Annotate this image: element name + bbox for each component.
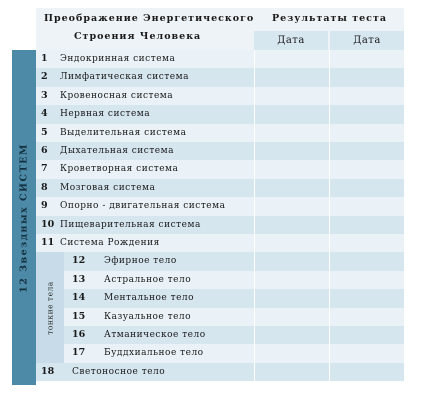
- row-system-name: Лимфатическая система: [60, 72, 189, 83]
- date-column-divider: [329, 308, 330, 326]
- row-number: 3: [41, 89, 48, 101]
- date-column-divider: [254, 105, 255, 123]
- date-column-divider: [329, 105, 330, 123]
- date-column-divider: [329, 363, 330, 381]
- table-row: [64, 344, 404, 362]
- row-system-name: Мозговая система: [60, 182, 156, 193]
- row-number: 17: [72, 347, 86, 359]
- row-number: 2: [41, 71, 48, 83]
- table-row: [36, 105, 404, 123]
- date-column-divider: [254, 142, 255, 160]
- date-column-divider: [329, 68, 330, 86]
- date-column-divider: [329, 87, 330, 105]
- row-system-name: Буддхиальное тело: [104, 348, 204, 359]
- row-number: 14: [72, 292, 86, 304]
- row-system-name: Нервная система: [60, 109, 151, 120]
- date-column-divider: [329, 326, 330, 344]
- date-column-divider: [329, 271, 330, 289]
- table-row: [36, 124, 404, 142]
- row-system-name: Дыхательная система: [60, 146, 174, 156]
- date-column-divider: [254, 50, 255, 68]
- row-number: 12: [72, 255, 86, 267]
- row-number: 1: [41, 53, 48, 64]
- date-column-divider: [329, 124, 330, 142]
- row-system-name: Казуальное тело: [104, 311, 192, 322]
- row-number: 13: [72, 273, 86, 285]
- date-column-divider: [329, 289, 330, 307]
- row-number: 18: [41, 365, 55, 377]
- table-row: [36, 234, 404, 252]
- date-column-divider: [254, 271, 255, 289]
- date-column-divider: [329, 142, 330, 160]
- table-row: [36, 197, 404, 215]
- row-number: 4: [41, 108, 48, 120]
- row-system-name: Опорно - двигательная система: [60, 201, 226, 212]
- row-number: 11: [41, 237, 55, 248]
- table-row: [64, 289, 404, 307]
- date-column-divider: [254, 234, 255, 252]
- date-column-divider: [329, 50, 330, 68]
- header-title-line2: Строения Человека: [74, 31, 202, 42]
- row-number: 9: [41, 200, 48, 212]
- row-system-name: Пищеварительная система: [60, 219, 201, 230]
- date-column-divider: [254, 124, 255, 142]
- date-column-2-header: Дата: [330, 31, 404, 50]
- row-number: 15: [72, 310, 86, 322]
- date-column-divider: [329, 234, 330, 252]
- date-column-divider: [254, 179, 255, 197]
- date-column-divider: [254, 252, 255, 270]
- row-system-name: Кровеносная система: [60, 90, 174, 101]
- date-column-divider: [254, 289, 255, 307]
- table-row: [64, 252, 404, 270]
- table-row: [36, 179, 404, 197]
- date-column-divider: [329, 216, 330, 234]
- date-column-divider: [329, 344, 330, 362]
- date-column-divider: [329, 179, 330, 197]
- date-column-divider: [254, 197, 255, 215]
- date-column-divider: [254, 308, 255, 326]
- date-column-divider: [254, 326, 255, 344]
- table-row: [64, 326, 404, 344]
- row-system-name: Выделительная система: [60, 127, 187, 138]
- date-column-divider: [329, 197, 330, 215]
- star-systems-side-band: [12, 50, 36, 385]
- table-row: [36, 50, 404, 68]
- table-row: [36, 216, 404, 234]
- date-column-1-header: Дата: [254, 31, 328, 50]
- row-system-name: Эндокринная система: [60, 54, 176, 64]
- table-row: [36, 160, 404, 178]
- row-system-name: Система Рождения: [60, 238, 160, 248]
- row-number: 10: [41, 218, 55, 230]
- row-number: 8: [41, 181, 48, 193]
- date-column-divider: [329, 160, 330, 178]
- results-heading: Результаты теста: [272, 13, 387, 24]
- table-row: [64, 308, 404, 326]
- table-row: [36, 142, 404, 160]
- row-number: 5: [41, 126, 48, 138]
- date-column-divider: [329, 252, 330, 270]
- table-row: [36, 68, 404, 86]
- date-column-divider: [254, 216, 255, 234]
- table-row: [64, 271, 404, 289]
- date-column-divider: [254, 68, 255, 86]
- row-system-name: Ментальное тело: [104, 293, 195, 304]
- row-system-name: Светоносное тело: [72, 366, 166, 377]
- table-row: [36, 87, 404, 105]
- row-system-name: Астральное тело: [104, 274, 192, 285]
- table-row: [36, 363, 404, 381]
- date-column-divider: [254, 87, 255, 105]
- row-number: 6: [41, 145, 48, 156]
- date-column-divider: [254, 363, 255, 381]
- row-system-name: Эфирное тело: [104, 256, 177, 267]
- date-column-divider: [254, 160, 255, 178]
- date-column-divider: [254, 344, 255, 362]
- row-number: 16: [72, 329, 86, 340]
- header-title-line1: Преображение Энергетического: [44, 13, 255, 24]
- star-systems-label: 12 Звездных СИСТЕМ: [18, 142, 30, 293]
- row-system-name: Кроветворная система: [60, 164, 179, 175]
- row-system-name: Атманическое тело: [104, 330, 206, 340]
- row-number: 7: [41, 163, 48, 175]
- subtle-bodies-side-band: [36, 252, 64, 364]
- subtle-bodies-label: тонкие тела: [45, 281, 55, 335]
